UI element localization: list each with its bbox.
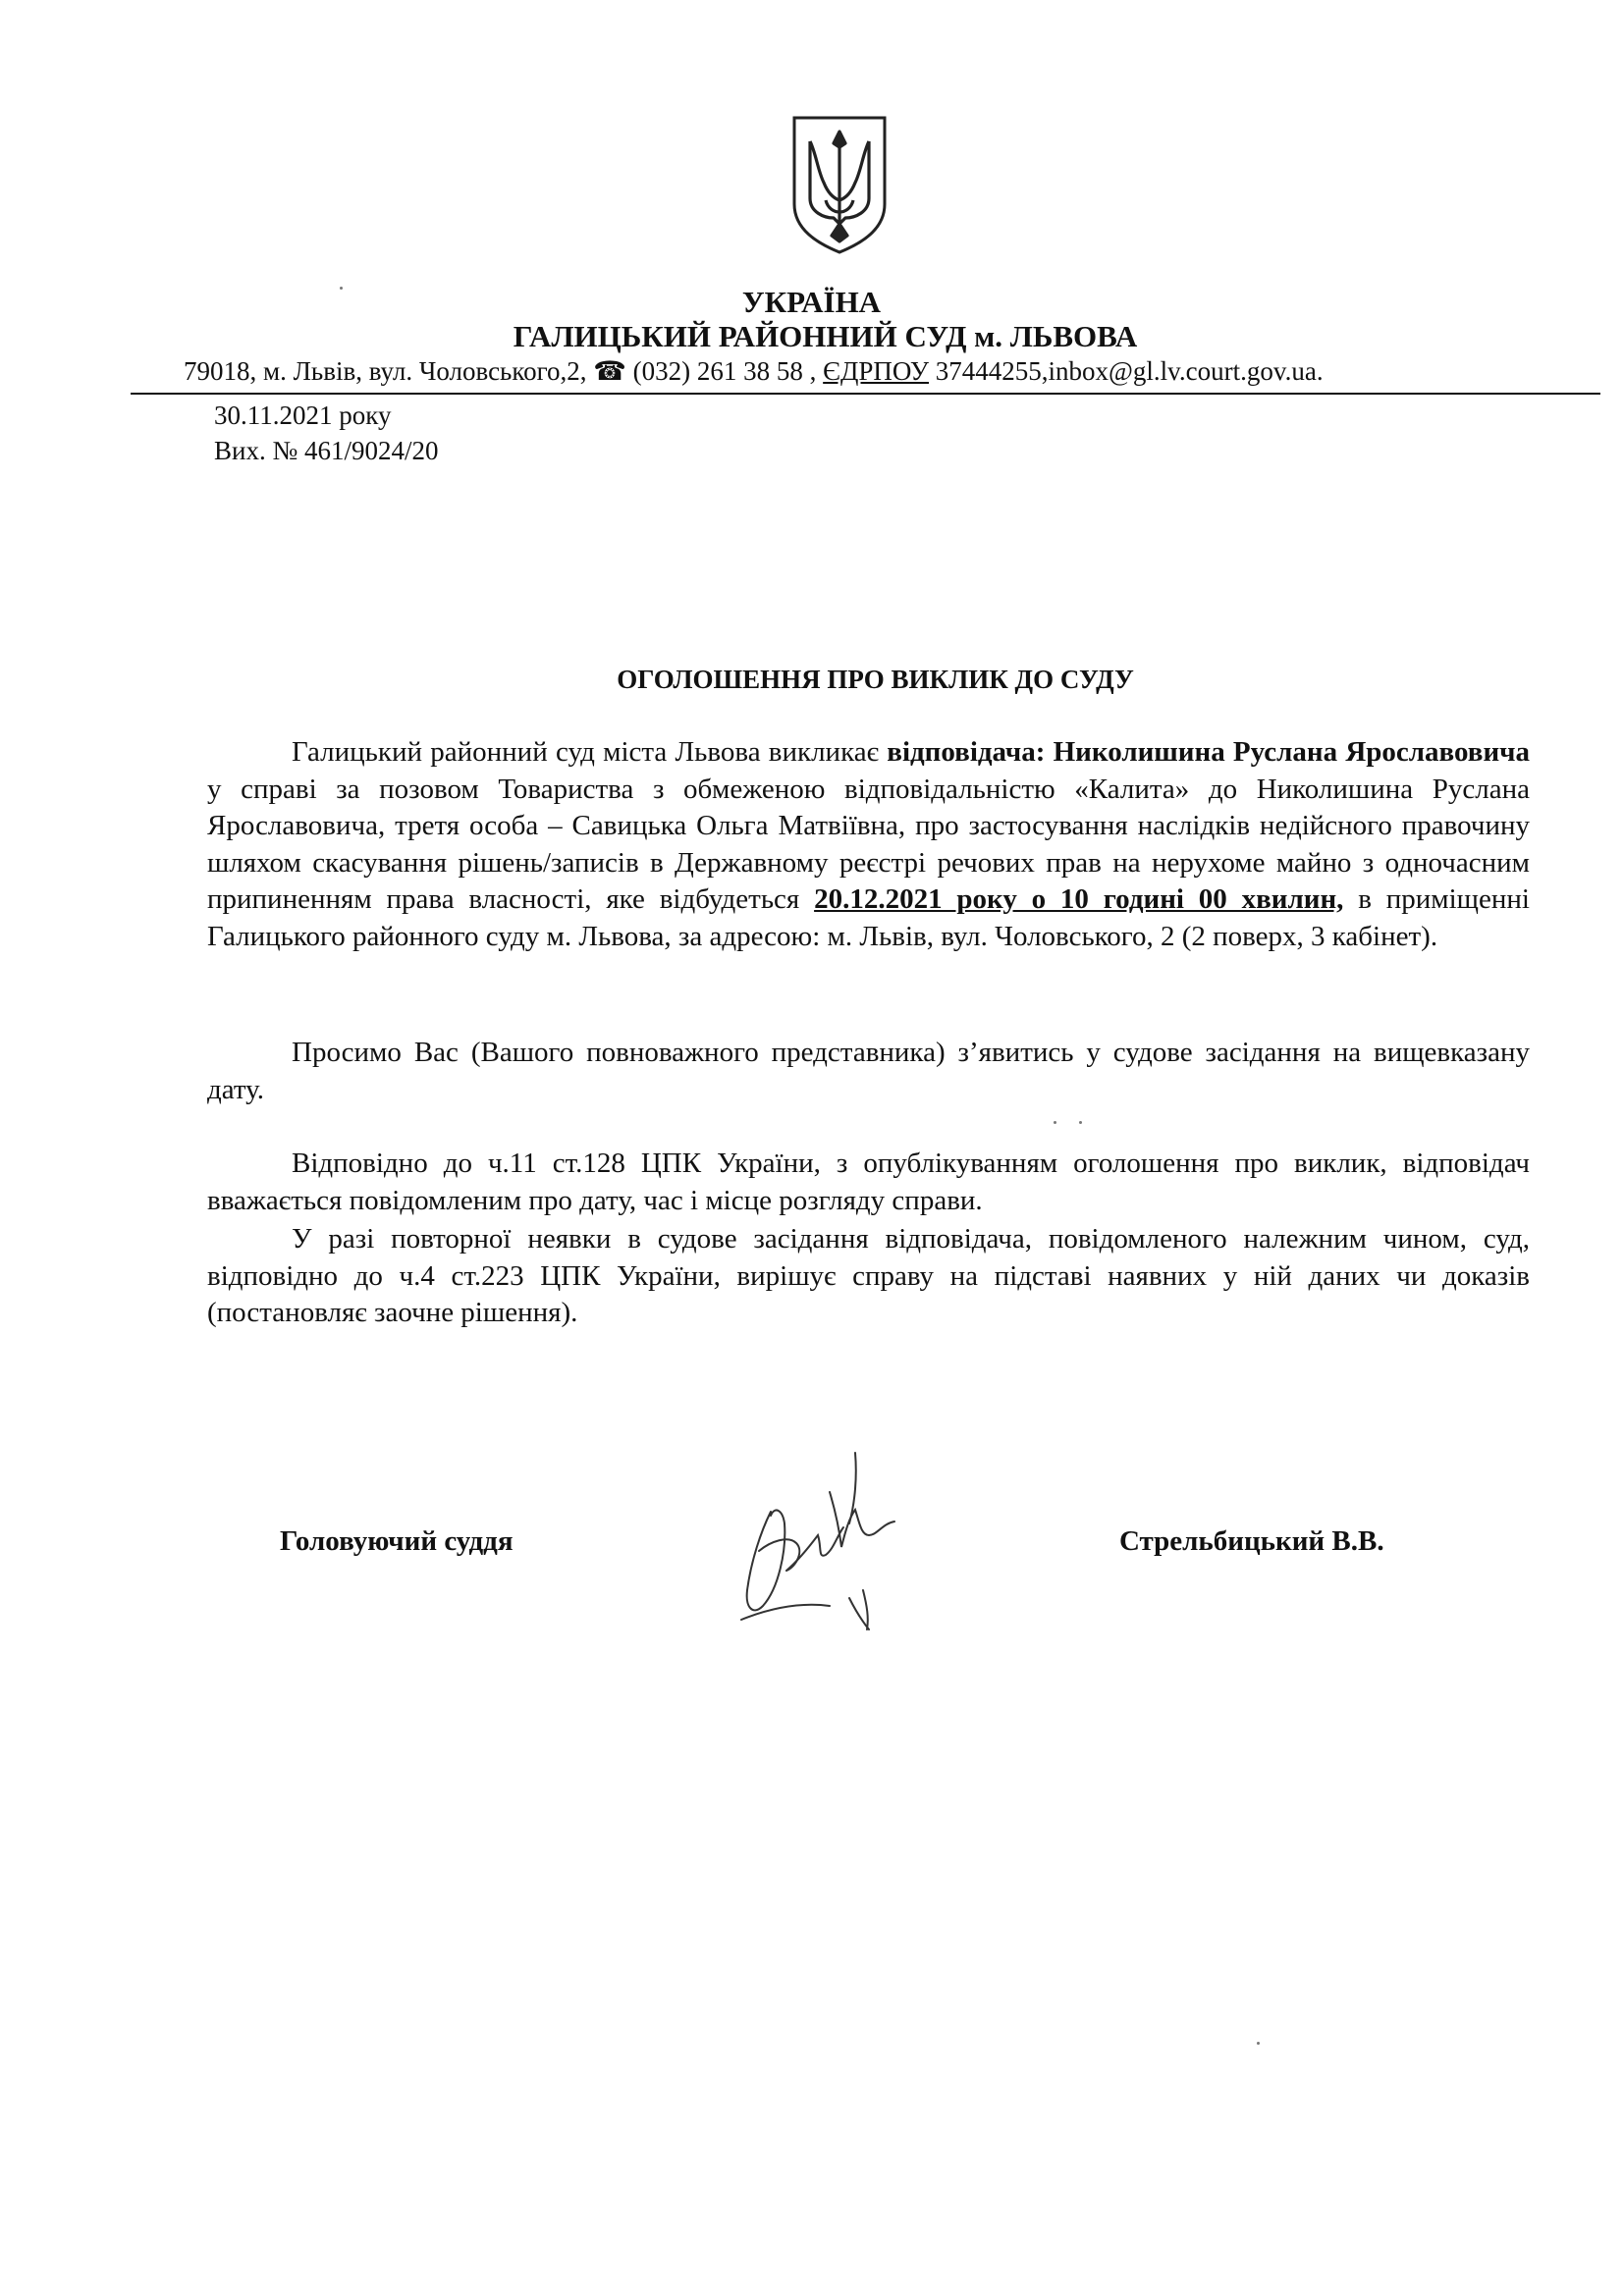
document-date: 30.11.2021 року: [214, 400, 392, 430]
country-heading: УКРАЇНА: [741, 285, 882, 319]
handwritten-signature: [702, 1433, 918, 1649]
phone-icon: ☎: [593, 356, 626, 386]
outgoing-number: Вих. № 461/9024/20: [214, 436, 439, 465]
scan-speck: [1257, 2042, 1260, 2045]
court-address-line: [184, 356, 1324, 387]
notification-paragraph: Відповідно до ч.11 ст.128 ЦПК України, з опублікуванням оголошення про виклик, відповідач вважається повідомленим про дату, час і місце розгляду справи.: [207, 1148, 1530, 1216]
defendant-name: відповідача: Николишина Руслана Ярославовича: [887, 736, 1531, 768]
document-title: ОГОЛОШЕННЯ ПРО ВИКЛИК ДО СУДУ: [617, 665, 1134, 694]
address-email: 37444255,inbox@gl.lv.court.gov.ua.: [929, 356, 1324, 386]
summons-lead: Галицький районний суд міста Львова викликає: [292, 736, 888, 768]
header-divider: [131, 393, 1600, 395]
hearing-datetime: 20.12.2021 року о 10 годині 00 хвилин,: [814, 883, 1344, 915]
edrpou-label: ЄДРПОУ: [823, 356, 930, 386]
case-description: у справі за позовом Товариства з обмеженою відповідальністю «Калита» до Николишина Руслана Ярославовича, третя особа – Савицька Ольга Матвіївна, про застосування наслідків недійсного правочину шляхом скасування рішень/записів в Державному реєстрі речових прав на нерухоме майно з одночасним припиненням права власності, яке відбудеться: [207, 773, 1530, 915]
default-judgment-paragraph: У разі повторної неявки в судове засідання відповідача, повідомленого належним чином, суд, відповідно до ч.4 ст.223 ЦПК України, вирішує справу на підставі наявних у ній даних чи доказів (постановляє заочне рішення).: [207, 1223, 1530, 1328]
scan-speck: [1079, 1121, 1082, 1124]
judge-name: Стрельбицький В.В.: [1119, 1525, 1384, 1557]
hearing-location: в приміщенні Галицького районного суду м. Львова, за адресою: м. Львів, вул. Чоловського, 2 (2 поверх, 3 кабінет).: [207, 883, 1530, 952]
summons-paragraph: [207, 734, 1530, 955]
judge-role: Головуючий суддя: [280, 1525, 514, 1557]
coat-of-arms-icon: [788, 114, 891, 256]
address-phone: (032) 261 38 58 ,: [625, 356, 824, 386]
address-street: 79018, м. Львів, вул. Чоловського,2,: [184, 356, 587, 386]
court-heading: ГАЛИЦЬКИЙ РАЙОННИЙ СУД м. ЛЬВОВА: [513, 319, 1138, 353]
scan-speck: [340, 287, 343, 290]
appearance-request-paragraph: Просимо Вас (Вашого повноважного представника) з’явитись у судове засідання на вищевказану дату.: [207, 1037, 1530, 1105]
scan-speck: [1054, 1121, 1056, 1124]
